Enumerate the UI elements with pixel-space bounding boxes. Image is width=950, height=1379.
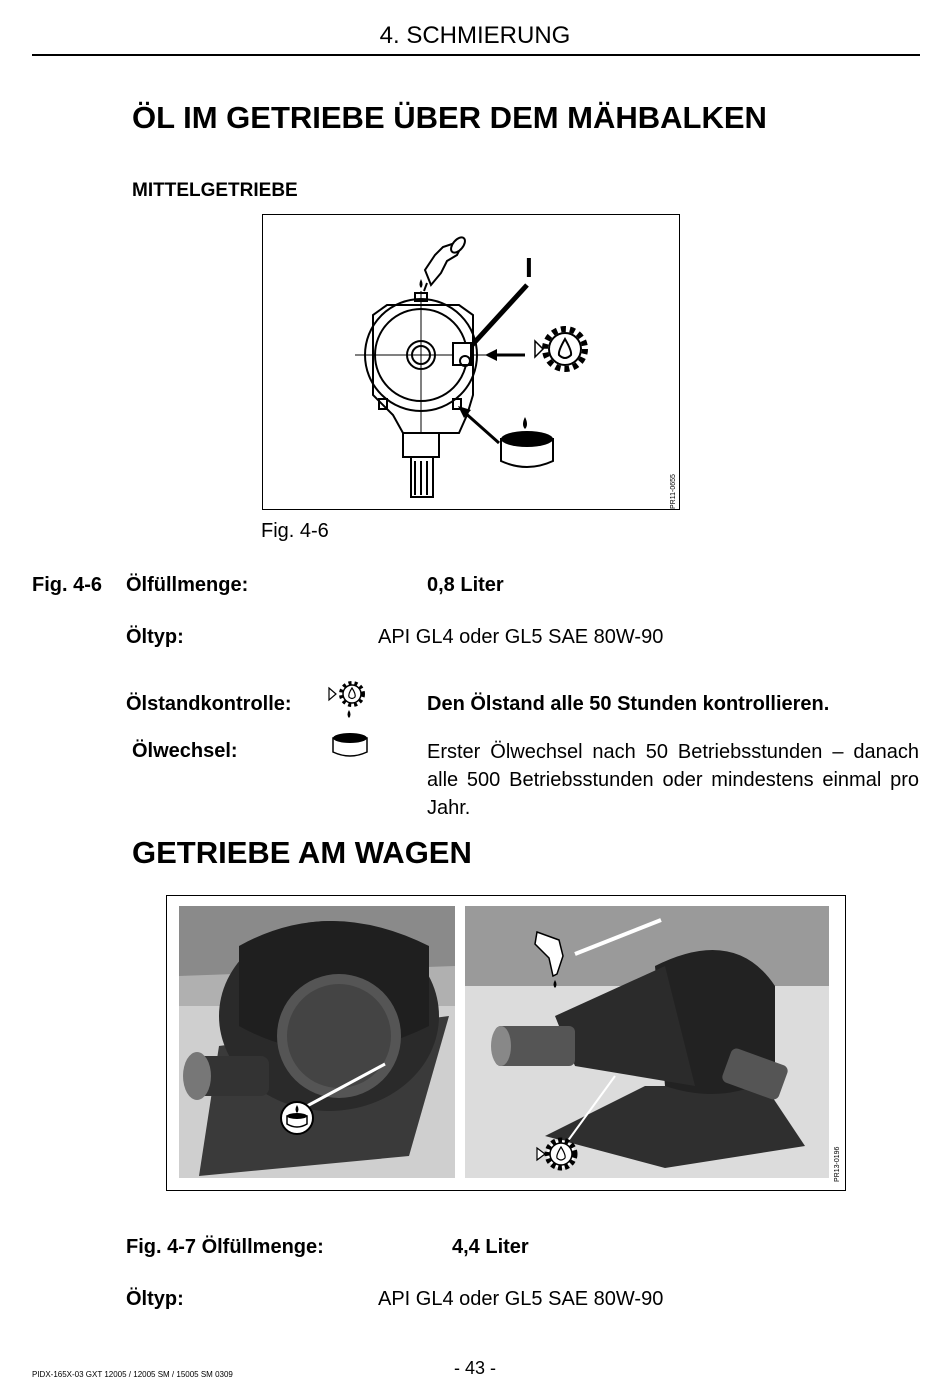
oil-fill-value: 0,8 Liter xyxy=(427,574,504,596)
oil-level-gear-icon xyxy=(326,680,372,720)
figure-4-7 xyxy=(166,895,846,1191)
oil-drop-icon xyxy=(348,710,351,718)
oil-fill-label: Fig. 4-7 Ölfüllmenge: xyxy=(126,1236,324,1258)
gearbox-photo-right xyxy=(465,906,829,1178)
chapter-header: 4. SCHMIERUNG xyxy=(379,22,571,49)
figure-caption: Fig. 4-6 xyxy=(261,520,329,542)
gearbox-photo-left xyxy=(179,906,455,1178)
oil-level-gear-icon xyxy=(535,329,585,369)
section-title-mower: ÖL IM GETRIEBE ÜBER DEM MÄHBALKEN xyxy=(132,100,767,135)
oil-fill-label: Ölfüllmenge: xyxy=(126,574,249,596)
oil-type-label: Öltyp: xyxy=(126,626,184,648)
gearbox-drawing xyxy=(263,215,679,509)
oil-level-check-value: Den Ölstand alle 50 Stunden kontrollieren. xyxy=(427,693,830,715)
oil-drop-icon xyxy=(420,279,423,288)
figure-4-6 xyxy=(262,214,680,510)
oil-type-value: API GL4 oder GL5 SAE 80W-90 xyxy=(378,1288,664,1310)
oil-type-value: API GL4 oder GL5 SAE 80W-90 xyxy=(378,626,664,648)
oil-type-label: Öltyp: xyxy=(126,1288,184,1310)
document-code: PIDX-165X-03 GXT 12005 / 12005 SM / 15005 SM 0309 xyxy=(32,1370,233,1379)
page-number: - 43 - xyxy=(453,1358,496,1378)
oil-drain-pan-icon xyxy=(501,417,553,467)
oil-level-check-label: Ölstandkontrolle: xyxy=(126,693,292,715)
figure-code: PR13-0196 xyxy=(834,1146,841,1182)
figure-label-i: I xyxy=(525,252,533,283)
oil-fill-value: 4,4 Liter xyxy=(452,1236,529,1258)
oil-drain-pan-icon xyxy=(330,728,370,762)
oil-change-label: Ölwechsel: xyxy=(132,740,238,762)
figure-code: PR11-0655 xyxy=(670,474,677,509)
section-title-wagon: GETRIEBE AM WAGEN xyxy=(132,835,472,870)
oil-drain-pan-icon xyxy=(281,1102,313,1134)
oil-can-icon xyxy=(424,235,468,291)
header-rule xyxy=(32,54,920,56)
subsection-title: MITTELGETRIEBE xyxy=(132,180,298,201)
figure-reference: Fig. 4-6 xyxy=(32,574,103,596)
oil-change-value: Erster Ölwechsel nach 50 Betriebsstunden – danach alle 500 Betriebsstunden oder mindestens einmal pro Jahr. xyxy=(427,741,919,819)
